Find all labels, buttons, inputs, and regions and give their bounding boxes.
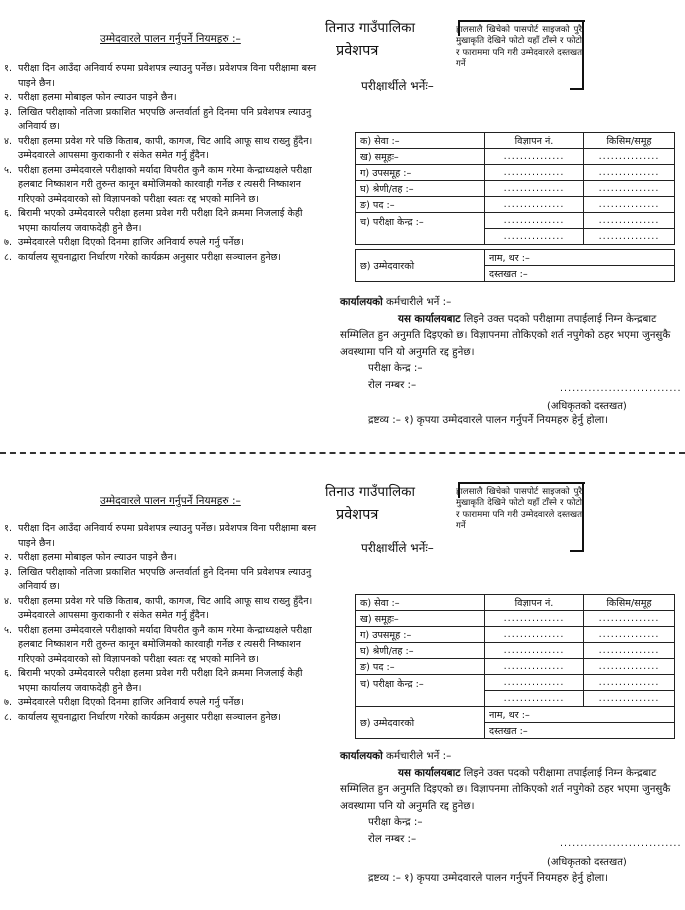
rule-item [4,711,322,726]
officer-signature-line[interactable]: .............................. [560,383,682,394]
admit-card-top [0,0,685,440]
post-label: ङ) पद :– [356,659,485,675]
officer-signature-caption: (अधिकृतको दस्तखत) [547,857,627,868]
rule-number: ७. [4,697,13,708]
candidate-label: छ) उम्मेदवारको [356,250,485,282]
category-field[interactable]: ............... [584,149,675,165]
subgroup-label: ग) उपसमूह :– [356,627,485,643]
rule-number: ६. [4,208,13,219]
rule-text: परीक्षा दिन आउँदा अनिवार्य रुपमा प्रवेशपत्र ल्याउनु पर्नेछ। प्रवेशपत्र विना परीक्षामा बस्न पाइने छैन। [18,523,317,549]
service-label: क) सेवा :– [356,595,485,611]
rule-text: परीक्षा हलमा मोबाइल फोन ल्याउन पाइने छैन। [18,552,177,563]
note-text: द्रष्टव्य :– १) कृपया उम्मेदवारले पालन गर्नुपर्ने नियमहरु हेर्नु होला। [368,872,609,884]
photo-bracket-bottom [570,88,584,90]
rule-number: ६. [4,668,13,679]
rule-number: ४. [4,135,13,147]
adv-no-field[interactable]: ............... [485,659,584,675]
center-label: परीक्षा केन्द्र :– [368,362,423,374]
rule-item [4,106,322,135]
category-field[interactable]: ............... [584,213,675,229]
rule-number: ८. [4,711,13,723]
staff-para-bold: यस कार्यालयबाट [398,766,461,779]
rule-number: २. [4,552,13,563]
candidate-fill-label: परीक्षार्थीले भर्नेः– [361,79,434,93]
category-header: किसिम/समूह [584,595,675,611]
rule-item [4,236,322,251]
roll-number-label: रोल नम्बर :– [368,832,417,845]
staff-heading-bold: कार्यालयको [340,750,383,762]
office-staff-section [340,294,675,393]
category-field[interactable]: ............... [584,181,675,197]
category-field[interactable]: ............... [584,611,675,627]
photo-bracket-top [458,20,585,22]
rule-item [4,91,322,106]
category-field[interactable]: ............... [584,197,675,213]
note-text: द्रष्टव्य :– १) कृपया उम्मेदवारले पालन गर्नुपर्ने नियमहरु हेर्नु होला। [368,414,609,426]
office-staff-section [340,748,675,847]
rule-number: ४. [4,595,13,607]
photo-instructions: हालसालै खिचेको पासपोर्ट साइजको पुरै मुखाकृति देखिने फोटो यहाँ टाँस्ने र फोटो र फाराममा पनि गरी उम्मेदवारले दस्तखत गर्ने [456,487,582,532]
rule-item [4,251,322,266]
category-field[interactable]: ............... [584,165,675,181]
name-field[interactable]: नाम, थर :– [485,250,675,266]
rule-item [4,207,322,236]
office-name: तिनाउ गाउँपालिका [325,20,416,36]
admit-card-title: प्रवेशपत्र [336,43,379,59]
rule-number: ५. [4,164,13,176]
rule-number: ५. [4,624,13,636]
group-label: ख) समूहः– [356,149,485,165]
rule-text: कार्यालय सूचनाद्वारा निर्धारण गरेको कार्यक्रम अनुसार परीक्षा सञ्चालन हुनेछ। [18,251,282,263]
rule-number: १. [4,523,13,534]
note-line [340,412,675,429]
adv-no-field[interactable]: ............... [485,643,584,659]
rule-item [4,62,322,91]
adv-no-field[interactable]: ............... [485,213,584,229]
rule-number: १. [4,63,13,74]
subgroup-label: ग) उपसमूह :– [356,165,485,181]
rules-list [4,62,322,265]
photo-bracket-top [458,482,585,484]
category-field[interactable]: ............... [584,675,675,691]
group-label: ख) समूहः– [356,611,485,627]
office-name: तिनाउ गाउँपालिका [325,484,416,500]
rule-number: ८. [4,251,13,263]
exam-info-table [355,594,675,739]
adv-no-field[interactable]: ............... [485,611,584,627]
rule-number: २. [4,92,13,103]
admit-card-bottom [0,466,685,906]
adv-no-field[interactable]: ............... [485,197,584,213]
note-line [340,870,675,887]
adv-no-field[interactable]: ............... [485,149,584,165]
level-label: घ) श्रेणी/तह :– [356,181,485,197]
category-field[interactable]: ............... [584,691,675,707]
rule-text: बिरामी भएको उम्मेदवारले परीक्षा हलमा प्रवेश गरी परीक्षा दिने क्रममा निजलाई केही भएमा कार्यालय जवाफदेही हुने छैन। [18,208,303,234]
officer-signature-caption: (अधिकृतको दस्तखत) [547,401,627,412]
rule-item [4,135,322,164]
staff-heading: कर्मचारीले भर्ने :– [386,296,452,308]
rule-item [4,624,322,668]
exam-center-label: च) परीक्षा केन्द्र :– [356,675,485,707]
category-header: किसिम/समूह [584,133,675,149]
adv-no-field[interactable]: ............... [485,229,584,245]
adv-no-field[interactable]: ............... [485,675,584,691]
center-label: परीक्षा केन्द्र :– [368,816,423,828]
adv-no-field[interactable]: ............... [485,165,584,181]
photo-instructions: हालसालै खिचेको पासपोर्ट साइजको पुरै मुखाकृति देखिने फोटो यहाँ टाँस्ने र फोटो र फाराममा पनि गरी उम्मेदवारले दस्तखत गर्ने [456,25,582,70]
rule-text: लिखित परीक्षाको नतिजा प्रकाशित भएपछि अन्तर्वार्ता हुने दिनमा पनि प्रवेशपत्र ल्याउनु अनिवार्य छ। [18,106,312,132]
signature-field[interactable]: दस्तखत :– [485,266,675,282]
staff-para: लिइने उक्त पदको परीक्षामा तपाईलाई निम्न केन्द्रबाट सम्मिलित हुन अनुमति दिइएको छ। विज्ञापनमा तोकिएको शर्त नपुगेको ठहर भएमा जुनसुकै अवस्थामा पनि यो अनुमति रद्द हुनेछ। [340,312,671,358]
roll-number-label: रोल नम्बर :– [368,378,417,391]
rules-list [4,522,322,725]
rule-number: ७. [4,237,13,248]
name-field[interactable]: नाम, थर :– [485,707,675,723]
photo-box [458,20,588,88]
rule-text: परीक्षा हलमा प्रवेश गरे पछि किताब, कापी, कागज, चिट आदि आफू साथ राख्नु हुँदैन। उम्मेदवारले आपसमा कुराकानी र संकेत समेत गर्नु हुँदैन। [18,595,313,621]
rules-title: उम्मेदवारले पालन गर्नुपर्ने नियमहरु :– [100,495,241,507]
category-field[interactable]: ............... [584,229,675,245]
rule-text: परीक्षा हलमा प्रवेश गरे पछि किताब, कापी, कागज, चिट आदि आफू साथ राख्नु हुँदैन। उम्मेदवारले आपसमा कुराकानी र संकेत समेत गर्नु हुँदैन। [18,135,313,161]
rule-text: लिखित परीक्षाको नतिजा प्रकाशित भएपछि अन्तर्वार्ता हुने दिनमा पनि प्रवेशपत्र ल्याउनु अनिवार्य छ। [18,566,312,592]
rule-item [4,696,322,711]
rule-item [4,551,322,566]
rules-title: उम्मेदवारले पालन गर्नुपर्ने नियमहरु :– [100,33,241,45]
rule-text: परीक्षा हलमा मोबाइल फोन ल्याउन पाइने छैन। [18,92,177,103]
staff-heading-bold: कार्यालयको [340,296,383,308]
post-label: ङ) पद :– [356,197,485,213]
rule-item [4,522,322,551]
photo-bracket-right [582,20,584,88]
rule-text: उम्मेदवारले परीक्षा दिएको दिनमा हाजिर अनिवार्य रुपले गर्नु पर्नेछ। [18,237,244,248]
officer-signature-line[interactable]: .............................. [560,838,682,849]
category-field[interactable]: ............... [584,659,675,675]
rule-text: परीक्षा हलमा उम्मेदवारले परीक्षाको मर्यादा विपरीत कुनै काम गरेमा केन्द्राध्यक्षले परीक्षा हलबाट निष्काशन गरी तुरुन्त कानून बमोजिमको कारवाही गर्नेछ र त्यसरी निष्काशन गरिएको उम्मेदवारको सो विज्ञापनको परीक्षा स्वतः रद्द भएको मानिने छ। [18,624,312,665]
service-label: क) सेवा :– [356,133,485,149]
category-field[interactable]: ............... [584,643,675,659]
rule-text: कार्यालय सूचनाद्वारा निर्धारण गरेको कार्यक्रम अनुसार परीक्षा सञ्चालन हुनेछ। [18,711,282,723]
signature-field[interactable]: दस्तखत :– [485,723,675,739]
staff-para-bold: यस कार्यालयबाट [398,312,461,325]
rule-text: उम्मेदवारले परीक्षा दिएको दिनमा हाजिर अनिवार्य रुपले गर्नु पर्नेछ। [18,697,244,708]
rule-item [4,595,322,624]
adv-no-header: विज्ञापन नं. [485,133,584,149]
staff-para: लिइने उक्त पदको परीक्षामा तपाईलाई निम्न केन्द्रबाट सम्मिलित हुन अनुमति दिइएको छ। विज्ञापनमा तोकिएको शर्त नपुगेको ठहर भएमा जुनसुकै अवस्थामा पनि यो अनुमति रद्द हुनेछ। [340,766,671,812]
adv-no-header: विज्ञापन नं. [485,595,584,611]
rule-item [4,566,322,595]
level-label: घ) श्रेणी/तह :– [356,643,485,659]
rule-item [4,667,322,696]
adv-no-field[interactable]: ............... [485,627,584,643]
rule-text: परीक्षा हलमा उम्मेदवारले परीक्षाको मर्यादा विपरीत कुनै काम गरेमा केन्द्राध्यक्षले परीक्षा हलबाट निष्काशन गरी तुरुन्त कानून बमोजिमको कारवाही गर्नेछ र त्यसरी निष्काशन गरिएको उम्मेदवारको सो विज्ञापनको परीक्षा स्वतः रद्द भएको मानिने छ। [18,164,312,205]
photo-bracket-bottom [570,550,584,552]
rule-text: परीक्षा दिन आउँदा अनिवार्य रुपमा प्रवेशपत्र ल्याउनु पर्नेछ। प्रवेशपत्र विना परीक्षामा बस्न पाइने छैन। [18,63,317,89]
photo-bracket-right [582,482,584,550]
adv-no-field[interactable]: ............... [485,181,584,197]
exam-info-table [355,132,675,282]
staff-heading: कर्मचारीले भर्ने :– [386,750,452,762]
rule-number: ३. [4,566,13,578]
candidate-label: छ) उम्मेदवारको [356,707,485,739]
rule-number: ३. [4,106,13,118]
admit-card-title: प्रवेशपत्र [336,507,379,523]
rule-item [4,164,322,208]
category-field[interactable]: ............... [584,627,675,643]
exam-center-label: च) परीक्षा केन्द्र :– [356,213,485,245]
candidate-fill-label: परीक्षार्थीले भर्नेः– [361,541,434,555]
rule-text: बिरामी भएको उम्मेदवारले परीक्षा हलमा प्रवेश गरी परीक्षा दिने क्रममा निजलाई केही भएमा कार्यालय जवाफदेही हुने छैन। [18,668,303,694]
adv-no-field[interactable]: ............... [485,691,584,707]
cut-line [0,452,685,454]
photo-box [458,482,588,550]
